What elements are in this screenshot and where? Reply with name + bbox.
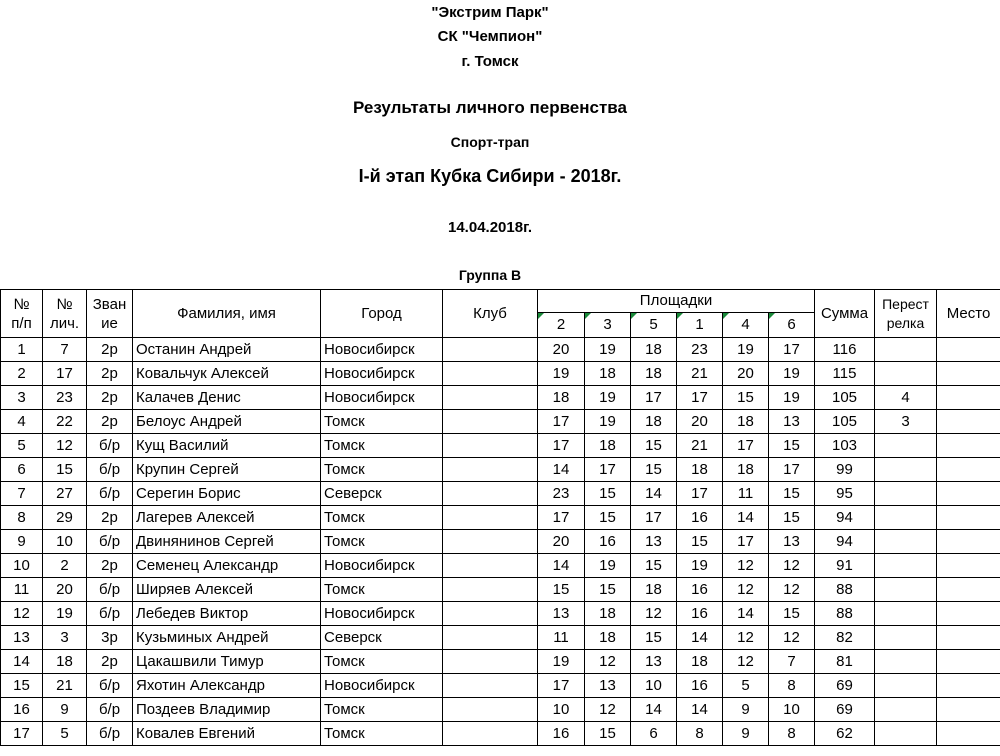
cell-score: 10 <box>631 674 677 698</box>
cell-rank: б/р <box>87 698 133 722</box>
cell-score: 18 <box>631 362 677 386</box>
cell-rank: 2р <box>87 386 133 410</box>
cell-score: 15 <box>631 458 677 482</box>
cell-city: Новосибирск <box>321 338 443 362</box>
cell-place <box>937 386 1000 410</box>
cell-score: 18 <box>723 410 769 434</box>
cell-personal-number: 21 <box>43 674 87 698</box>
table-row <box>1 698 1000 722</box>
cell-score: 10 <box>538 698 585 722</box>
cell-score: 15 <box>631 554 677 578</box>
cell-name: Двинянинов Сергей <box>133 530 321 554</box>
cell-score: 18 <box>538 386 585 410</box>
cell-number: 15 <box>1 674 43 698</box>
cell-rank: б/р <box>87 578 133 602</box>
cell-score: 12 <box>723 650 769 674</box>
table-row <box>1 362 1000 386</box>
cell-score: 13 <box>769 410 815 434</box>
cell-shootoff <box>875 722 937 746</box>
cell-place <box>937 698 1000 722</box>
cell-personal-number: 20 <box>43 578 87 602</box>
cell-name: Крупин Сергей <box>133 458 321 482</box>
cell-score: 14 <box>538 554 585 578</box>
cell-shootoff <box>875 338 937 362</box>
cell-score: 17 <box>631 506 677 530</box>
cell-score: 16 <box>677 578 723 602</box>
cell-city: Томск <box>321 650 443 674</box>
cell-shootoff <box>875 650 937 674</box>
cell-score: 15 <box>677 530 723 554</box>
cell-score: 19 <box>585 410 631 434</box>
cell-place <box>937 602 1000 626</box>
cell-score: 15 <box>769 506 815 530</box>
cell-sum: 62 <box>815 722 875 746</box>
cell-score: 19 <box>769 362 815 386</box>
cell-score: 13 <box>538 602 585 626</box>
cell-score: 12 <box>723 626 769 650</box>
cell-city: Новосибирск <box>321 554 443 578</box>
cell-score: 18 <box>585 434 631 458</box>
cell-name: Кущ Василий <box>133 434 321 458</box>
cell-score: 13 <box>631 530 677 554</box>
cell-rank: б/р <box>87 530 133 554</box>
cell-name: Серегин Борис <box>133 482 321 506</box>
table-row <box>1 410 1000 434</box>
cell-city: Томск <box>321 434 443 458</box>
cell-city: Северск <box>321 626 443 650</box>
site-number: 1 <box>677 313 723 338</box>
cell-score: 13 <box>585 674 631 698</box>
cell-club <box>443 578 538 602</box>
cell-club <box>443 458 538 482</box>
cell-club <box>443 434 538 458</box>
cell-score: 10 <box>769 698 815 722</box>
cell-number: 9 <box>1 530 43 554</box>
cell-shootoff <box>875 482 937 506</box>
cell-rank: б/р <box>87 674 133 698</box>
cell-sum: 116 <box>815 338 875 362</box>
table-header <box>1 290 1000 338</box>
cell-score: 19 <box>769 386 815 410</box>
cell-club <box>443 650 538 674</box>
table-row <box>1 554 1000 578</box>
cell-rank: б/р <box>87 482 133 506</box>
cell-city: Северск <box>321 482 443 506</box>
site-number: 2 <box>538 313 585 338</box>
cell-rank: б/р <box>87 458 133 482</box>
cell-personal-number: 12 <box>43 434 87 458</box>
cell-score: 15 <box>769 602 815 626</box>
cell-score: 17 <box>677 386 723 410</box>
cell-score: 12 <box>585 650 631 674</box>
competition-stage: I-й этап Кубка Сибири - 2018г. <box>358 166 622 186</box>
cell-score: 8 <box>677 722 723 746</box>
discipline: Спорт-трап <box>450 134 530 150</box>
cell-club <box>443 626 538 650</box>
cell-score: 8 <box>769 722 815 746</box>
cell-city: Томск <box>321 458 443 482</box>
cell-score: 17 <box>723 530 769 554</box>
cell-number: 6 <box>1 458 43 482</box>
document-title: Результаты личного первенства <box>353 98 627 117</box>
cell-score: 12 <box>585 698 631 722</box>
cell-place <box>937 722 1000 746</box>
cell-personal-number: 17 <box>43 362 87 386</box>
cell-number: 14 <box>1 650 43 674</box>
cell-score: 15 <box>631 434 677 458</box>
cell-rank: 2р <box>87 338 133 362</box>
cell-score: 19 <box>723 338 769 362</box>
cell-shootoff <box>875 626 937 650</box>
cell-rank: б/р <box>87 602 133 626</box>
cell-score: 16 <box>677 602 723 626</box>
cell-city: Томск <box>321 530 443 554</box>
cell-city: Томск <box>321 722 443 746</box>
col-city: Город <box>321 290 443 338</box>
cell-personal-number: 7 <box>43 338 87 362</box>
cell-sum: 91 <box>815 554 875 578</box>
col-personal-number: № лич. <box>43 290 87 338</box>
table-row <box>1 386 1000 410</box>
cell-number: 1 <box>1 338 43 362</box>
cell-rank: 2р <box>87 650 133 674</box>
cell-score: 14 <box>631 482 677 506</box>
cell-score: 23 <box>677 338 723 362</box>
cell-score: 14 <box>723 506 769 530</box>
cell-shootoff: 4 <box>875 386 937 410</box>
cell-score: 20 <box>538 338 585 362</box>
cell-score: 12 <box>631 602 677 626</box>
cell-sum: 81 <box>815 650 875 674</box>
table-row <box>1 674 1000 698</box>
cell-personal-number: 15 <box>43 458 87 482</box>
cell-place <box>937 530 1000 554</box>
cell-shootoff <box>875 362 937 386</box>
cell-sum: 115 <box>815 362 875 386</box>
table-row <box>1 338 1000 362</box>
table-row <box>1 626 1000 650</box>
cell-score: 12 <box>769 578 815 602</box>
table-body <box>1 338 1000 746</box>
cell-sum: 103 <box>815 434 875 458</box>
table-row <box>1 578 1000 602</box>
cell-score: 12 <box>723 554 769 578</box>
cell-score: 13 <box>631 650 677 674</box>
cell-rank: 2р <box>87 410 133 434</box>
cell-personal-number: 2 <box>43 554 87 578</box>
cell-club <box>443 410 538 434</box>
cell-rank: 2р <box>87 554 133 578</box>
table-row <box>1 602 1000 626</box>
cell-sum: 82 <box>815 626 875 650</box>
cell-shootoff <box>875 458 937 482</box>
cell-shootoff <box>875 434 937 458</box>
cell-personal-number: 27 <box>43 482 87 506</box>
cell-shootoff <box>875 554 937 578</box>
cell-club <box>443 674 538 698</box>
cell-score: 15 <box>585 482 631 506</box>
site-number: 5 <box>631 313 677 338</box>
cell-club <box>443 530 538 554</box>
cell-score: 19 <box>585 554 631 578</box>
cell-rank: 3р <box>87 626 133 650</box>
city-name: г. Томск <box>461 53 519 70</box>
cell-club <box>443 722 538 746</box>
cell-score: 14 <box>677 626 723 650</box>
cell-personal-number: 19 <box>43 602 87 626</box>
cell-name: Кузьминых Андрей <box>133 626 321 650</box>
table-row <box>1 650 1000 674</box>
col-place: Место <box>937 290 1000 338</box>
cell-city: Новосибирск <box>321 362 443 386</box>
col-sites: Площадки <box>538 290 815 313</box>
cell-place <box>937 482 1000 506</box>
cell-score: 17 <box>769 458 815 482</box>
cell-shootoff <box>875 602 937 626</box>
site-number: 4 <box>723 313 769 338</box>
cell-score: 15 <box>585 722 631 746</box>
cell-sum: 105 <box>815 386 875 410</box>
cell-club <box>443 386 538 410</box>
col-name: Фамилия, имя <box>133 290 321 338</box>
cell-place <box>937 554 1000 578</box>
cell-number: 3 <box>1 386 43 410</box>
cell-club <box>443 554 538 578</box>
cell-score: 11 <box>538 626 585 650</box>
cell-city: Новосибирск <box>321 674 443 698</box>
cell-score: 18 <box>585 626 631 650</box>
cell-personal-number: 23 <box>43 386 87 410</box>
cell-sum: 94 <box>815 530 875 554</box>
cell-number: 12 <box>1 602 43 626</box>
cell-name: Белоус Андрей <box>133 410 321 434</box>
group-label: Группа В <box>458 267 522 283</box>
cell-shootoff <box>875 674 937 698</box>
cell-personal-number: 9 <box>43 698 87 722</box>
table-row <box>1 434 1000 458</box>
cell-score: 14 <box>723 602 769 626</box>
cell-number: 13 <box>1 626 43 650</box>
cell-score: 14 <box>631 698 677 722</box>
cell-number: 2 <box>1 362 43 386</box>
cell-score: 18 <box>677 650 723 674</box>
cell-shootoff <box>875 506 937 530</box>
col-number: № п/п <box>1 290 43 338</box>
cell-score: 21 <box>677 434 723 458</box>
cell-score: 18 <box>677 458 723 482</box>
cell-place <box>937 506 1000 530</box>
cell-score: 12 <box>723 578 769 602</box>
cell-name: Поздеев Владимир <box>133 698 321 722</box>
col-club: Клуб <box>443 290 538 338</box>
col-rank: Зван ие <box>87 290 133 338</box>
col-sum: Сумма <box>815 290 875 338</box>
cell-score: 17 <box>631 386 677 410</box>
cell-score: 18 <box>631 410 677 434</box>
cell-sum: 88 <box>815 602 875 626</box>
cell-score: 12 <box>769 554 815 578</box>
table-row <box>1 530 1000 554</box>
cell-city: Новосибирск <box>321 386 443 410</box>
cell-score: 6 <box>631 722 677 746</box>
cell-score: 19 <box>677 554 723 578</box>
cell-score: 16 <box>677 674 723 698</box>
cell-club <box>443 602 538 626</box>
cell-number: 5 <box>1 434 43 458</box>
cell-rank: 2р <box>87 362 133 386</box>
cell-score: 11 <box>723 482 769 506</box>
cell-place <box>937 434 1000 458</box>
cell-name: Ширяев Алексей <box>133 578 321 602</box>
cell-score: 17 <box>769 338 815 362</box>
event-date: 14.04.2018г. <box>448 219 532 236</box>
cell-city: Томск <box>321 410 443 434</box>
cell-score: 8 <box>769 674 815 698</box>
cell-personal-number: 29 <box>43 506 87 530</box>
cell-club <box>443 698 538 722</box>
cell-score: 20 <box>723 362 769 386</box>
cell-shootoff <box>875 578 937 602</box>
cell-score: 18 <box>631 578 677 602</box>
cell-score: 19 <box>585 338 631 362</box>
cell-place <box>937 578 1000 602</box>
cell-place <box>937 338 1000 362</box>
cell-name: Калачев Денис <box>133 386 321 410</box>
cell-rank: 2р <box>87 506 133 530</box>
cell-number: 4 <box>1 410 43 434</box>
cell-city: Томск <box>321 698 443 722</box>
cell-score: 20 <box>677 410 723 434</box>
cell-score: 19 <box>585 386 631 410</box>
cell-name: Останин Андрей <box>133 338 321 362</box>
cell-score: 17 <box>538 674 585 698</box>
cell-score: 17 <box>677 482 723 506</box>
cell-personal-number: 18 <box>43 650 87 674</box>
cell-shootoff <box>875 698 937 722</box>
cell-score: 14 <box>538 458 585 482</box>
cell-personal-number: 5 <box>43 722 87 746</box>
cell-score: 17 <box>723 434 769 458</box>
cell-sum: 99 <box>815 458 875 482</box>
cell-score: 9 <box>723 722 769 746</box>
cell-shootoff <box>875 530 937 554</box>
cell-club <box>443 362 538 386</box>
cell-sum: 88 <box>815 578 875 602</box>
cell-name: Ковальчук Алексей <box>133 362 321 386</box>
cell-number: 17 <box>1 722 43 746</box>
cell-score: 19 <box>538 650 585 674</box>
cell-score: 15 <box>631 626 677 650</box>
cell-sum: 69 <box>815 698 875 722</box>
cell-personal-number: 3 <box>43 626 87 650</box>
cell-club <box>443 482 538 506</box>
cell-place <box>937 458 1000 482</box>
cell-city: Томск <box>321 506 443 530</box>
cell-score: 15 <box>585 578 631 602</box>
cell-score: 21 <box>677 362 723 386</box>
cell-score: 18 <box>723 458 769 482</box>
cell-score: 16 <box>585 530 631 554</box>
table-row <box>1 482 1000 506</box>
cell-name: Цакашвили Тимур <box>133 650 321 674</box>
cell-rank: б/р <box>87 722 133 746</box>
cell-place <box>937 362 1000 386</box>
cell-score: 15 <box>769 434 815 458</box>
cell-name: Семенец Александр <box>133 554 321 578</box>
cell-name: Лебедев Виктор <box>133 602 321 626</box>
cell-score: 15 <box>723 386 769 410</box>
cell-score: 23 <box>538 482 585 506</box>
cell-score: 17 <box>585 458 631 482</box>
cell-sum: 69 <box>815 674 875 698</box>
cell-score: 7 <box>769 650 815 674</box>
cell-number: 8 <box>1 506 43 530</box>
cell-score: 20 <box>538 530 585 554</box>
cell-place <box>937 626 1000 650</box>
cell-score: 19 <box>538 362 585 386</box>
cell-number: 7 <box>1 482 43 506</box>
cell-number: 11 <box>1 578 43 602</box>
table-row <box>1 722 1000 746</box>
cell-place <box>937 674 1000 698</box>
cell-personal-number: 22 <box>43 410 87 434</box>
results-table <box>0 289 1000 746</box>
cell-score: 15 <box>585 506 631 530</box>
cell-personal-number: 10 <box>43 530 87 554</box>
cell-score: 18 <box>585 602 631 626</box>
cell-number: 10 <box>1 554 43 578</box>
site-number: 6 <box>769 313 815 338</box>
cell-city: Томск <box>321 578 443 602</box>
cell-sum: 95 <box>815 482 875 506</box>
cell-score: 15 <box>769 482 815 506</box>
cell-place <box>937 410 1000 434</box>
cell-score: 14 <box>677 698 723 722</box>
organizer-name: "Экстрим Парк" <box>431 4 549 21</box>
cell-name: Ковалев Евгений <box>133 722 321 746</box>
cell-shootoff: 3 <box>875 410 937 434</box>
cell-score: 17 <box>538 434 585 458</box>
cell-score: 12 <box>769 626 815 650</box>
cell-place <box>937 650 1000 674</box>
cell-score: 9 <box>723 698 769 722</box>
table-row <box>1 506 1000 530</box>
col-shootoff: Перест релка <box>875 290 937 338</box>
cell-number: 16 <box>1 698 43 722</box>
cell-city: Новосибирск <box>321 602 443 626</box>
cell-name: Яхотин Александр <box>133 674 321 698</box>
cell-score: 18 <box>631 338 677 362</box>
cell-club <box>443 338 538 362</box>
cell-name: Лагерев Алексей <box>133 506 321 530</box>
cell-score: 17 <box>538 410 585 434</box>
table-row <box>1 458 1000 482</box>
cell-score: 13 <box>769 530 815 554</box>
cell-score: 15 <box>538 578 585 602</box>
cell-sum: 94 <box>815 506 875 530</box>
club-name: СК "Чемпион" <box>437 28 543 45</box>
cell-club <box>443 506 538 530</box>
cell-score: 16 <box>677 506 723 530</box>
site-number: 3 <box>585 313 631 338</box>
cell-sum: 105 <box>815 410 875 434</box>
cell-score: 16 <box>538 722 585 746</box>
cell-score: 5 <box>723 674 769 698</box>
cell-score: 17 <box>538 506 585 530</box>
cell-rank: б/р <box>87 434 133 458</box>
cell-score: 18 <box>585 362 631 386</box>
